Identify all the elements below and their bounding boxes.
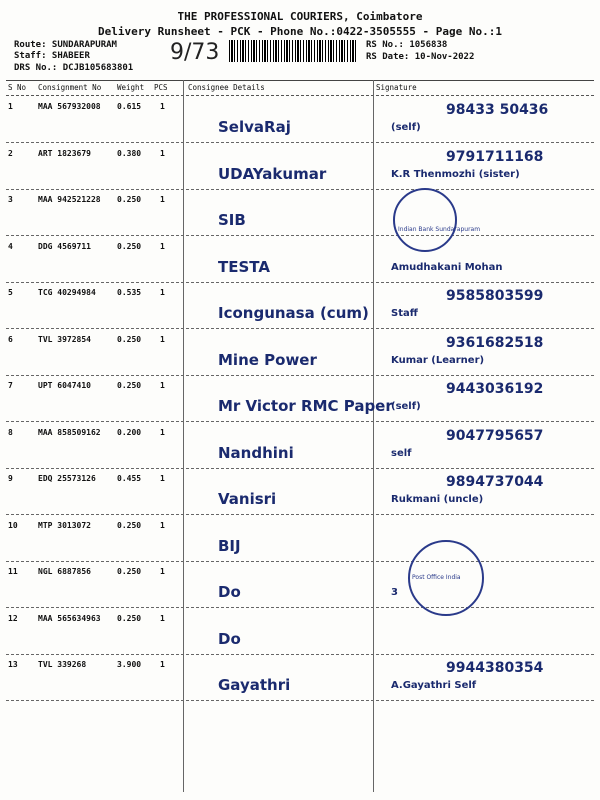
signature-phone-handwritten: 9047795657 xyxy=(446,427,544,444)
bank-stamp xyxy=(393,188,457,252)
col-weight: Weight xyxy=(117,83,145,92)
row-sno: 2 xyxy=(8,148,13,158)
row-consignment: NGL 6887856 xyxy=(38,567,91,576)
row-sno: 9 xyxy=(8,474,13,483)
table-row xyxy=(6,422,594,469)
runsheet-title: Delivery Runsheet - PCK - Phone No.:0422-3505555 - Page No.:1 xyxy=(98,25,502,38)
row-pcs: 1 xyxy=(160,567,165,576)
row-sno: 12 xyxy=(8,613,18,623)
row-consignment: TVL 3972854 xyxy=(38,334,91,344)
signature-note-handwritten: Rukmani (uncle) xyxy=(391,494,484,505)
row-weight: 0.535 xyxy=(117,288,142,297)
signature-note-handwritten: K.R Thenmozhi (sister) xyxy=(391,168,520,180)
row-weight: 0.250 xyxy=(117,195,142,204)
row-pcs: 1 xyxy=(160,195,165,204)
row-pcs: 1 xyxy=(160,148,165,158)
company-title: THE PROFESSIONAL COURIERS, Coimbatore xyxy=(177,10,423,23)
table-row xyxy=(6,375,594,422)
table-row xyxy=(6,561,594,608)
row-consignment: MAA 567932008 xyxy=(38,102,101,111)
consignee-name-handwritten: Vanisri xyxy=(218,490,277,508)
signature-phone-handwritten: 9791711168 xyxy=(446,148,544,165)
row-sno: 10 xyxy=(8,520,18,530)
table-row xyxy=(6,515,594,562)
row-sno: 7 xyxy=(8,381,13,390)
table-header xyxy=(6,80,594,96)
consignee-name-handwritten: TESTA xyxy=(218,257,270,276)
row-weight: 0.250 xyxy=(117,381,142,390)
table-row xyxy=(6,608,594,655)
col-signature: Signature xyxy=(376,83,417,92)
row-consignment: TCG 40294984 xyxy=(38,288,96,297)
row-sno: 4 xyxy=(8,241,13,251)
row-pcs: 1 xyxy=(160,474,165,483)
row-weight: 0.250 xyxy=(117,241,142,251)
signature-note-handwritten: Staff xyxy=(391,308,418,319)
consignee-name-handwritten: UDAYakumar xyxy=(218,164,327,183)
row-consignment: MAA 858509162 xyxy=(38,427,101,437)
barcode xyxy=(229,40,357,62)
row-pcs: 1 xyxy=(160,381,165,390)
row-consignment: MTP 3013072 xyxy=(38,520,91,530)
consignee-name-handwritten: Nandhini xyxy=(218,443,294,462)
row-pcs: 1 xyxy=(160,660,165,669)
row-weight: 0.250 xyxy=(117,520,142,530)
signature-note-handwritten: A.Gayathri Self xyxy=(391,680,477,691)
row-consignment: UPT 6047410 xyxy=(38,381,91,390)
consignee-name-handwritten: Mine Power xyxy=(218,350,317,369)
row-consignment: ART 1823679 xyxy=(38,148,91,158)
row-sno: 3 xyxy=(8,195,13,204)
bank-stamp-text: Indian Bank Sundarapuram xyxy=(398,226,481,233)
row-consignment: MAA 942521228 xyxy=(38,195,101,204)
postal-stamp-text: Post Office India xyxy=(412,574,461,581)
table-row xyxy=(6,654,594,701)
signature-note-handwritten: Amudhakani Mohan xyxy=(391,261,503,273)
row-consignment: TVL 339268 xyxy=(38,660,87,669)
row-sno: 5 xyxy=(8,288,13,297)
row-weight: 0.455 xyxy=(117,474,142,483)
row-weight: 3.900 xyxy=(117,660,142,669)
table-row xyxy=(6,96,594,143)
signature-note-handwritten: (self) xyxy=(391,122,421,133)
signature-note-handwritten: 3 xyxy=(391,587,398,598)
signature-phone-handwritten: 9894737044 xyxy=(446,474,544,490)
row-pcs: 1 xyxy=(160,288,165,297)
staff-label: Staff: SHABEER xyxy=(14,51,90,61)
row-pcs: 1 xyxy=(160,520,165,530)
row-sno: 1 xyxy=(8,102,13,111)
consignee-name-handwritten: Icongunasa (cum) xyxy=(218,304,369,322)
signature-phone-handwritten: 9443036192 xyxy=(446,381,544,397)
col-pcs: PCS xyxy=(154,83,168,92)
consignee-name-handwritten: BIJ xyxy=(218,536,241,555)
table-row xyxy=(6,468,594,515)
table-row xyxy=(6,236,594,283)
row-weight: 0.250 xyxy=(117,334,142,344)
consignee-name-handwritten: Do xyxy=(218,629,241,648)
row-weight: 0.250 xyxy=(117,567,142,576)
table-row xyxy=(6,282,594,329)
row-sno: 13 xyxy=(8,660,18,669)
row-pcs: 1 xyxy=(160,427,165,437)
table-row xyxy=(6,143,594,190)
signature-phone-handwritten: 9944380354 xyxy=(446,660,544,676)
consignee-name-handwritten: SIB xyxy=(218,211,246,229)
row-consignment: MAA 565634963 xyxy=(38,613,101,623)
consignee-name-handwritten: Gayathri xyxy=(218,676,291,694)
row-pcs: 1 xyxy=(160,102,165,111)
row-sno: 6 xyxy=(8,334,13,344)
table-row xyxy=(6,329,594,376)
row-weight: 0.380 xyxy=(117,148,142,158)
rs-date: RS Date: 10-Nov-2022 xyxy=(366,52,475,62)
signature-phone-handwritten: 98433 50436 xyxy=(446,102,549,118)
signature-note-handwritten: self xyxy=(391,447,412,459)
signature-phone-handwritten: 9361682518 xyxy=(446,334,544,351)
row-pcs: 1 xyxy=(160,334,165,344)
consignee-name-handwritten: Mr Victor RMC Paper xyxy=(218,397,393,415)
consignee-name-handwritten: Do xyxy=(218,583,241,601)
row-weight: 0.615 xyxy=(117,102,142,111)
route-label: Route: SUNDARAPURAM xyxy=(14,40,117,50)
row-sno: 8 xyxy=(8,427,13,437)
rs-number: RS No.: 1056838 xyxy=(366,40,448,50)
col-consignee: Consignee Details xyxy=(188,83,265,92)
row-weight: 0.200 xyxy=(117,427,142,437)
col-sno: S No xyxy=(8,83,27,92)
row-sno: 11 xyxy=(8,567,18,576)
row-consignment: DDG 4569711 xyxy=(38,241,91,251)
col-consignment: Consignment No xyxy=(38,83,102,92)
row-consignment: EDQ 25573126 xyxy=(38,474,96,483)
signature-note-handwritten: Kumar (Learner) xyxy=(391,354,485,366)
handwritten-page-note: 9/73 xyxy=(170,40,220,65)
table-row xyxy=(6,189,594,236)
row-weight: 0.250 xyxy=(117,613,142,623)
row-pcs: 1 xyxy=(160,613,165,623)
signature-phone-handwritten: 9585803599 xyxy=(446,288,544,304)
row-pcs: 1 xyxy=(160,241,165,251)
signature-note-handwritten: (self) xyxy=(391,401,421,412)
drs-label: DRS No.: DCJB105683801 xyxy=(14,63,134,73)
consignee-name-handwritten: SelvaRaj xyxy=(218,118,291,136)
